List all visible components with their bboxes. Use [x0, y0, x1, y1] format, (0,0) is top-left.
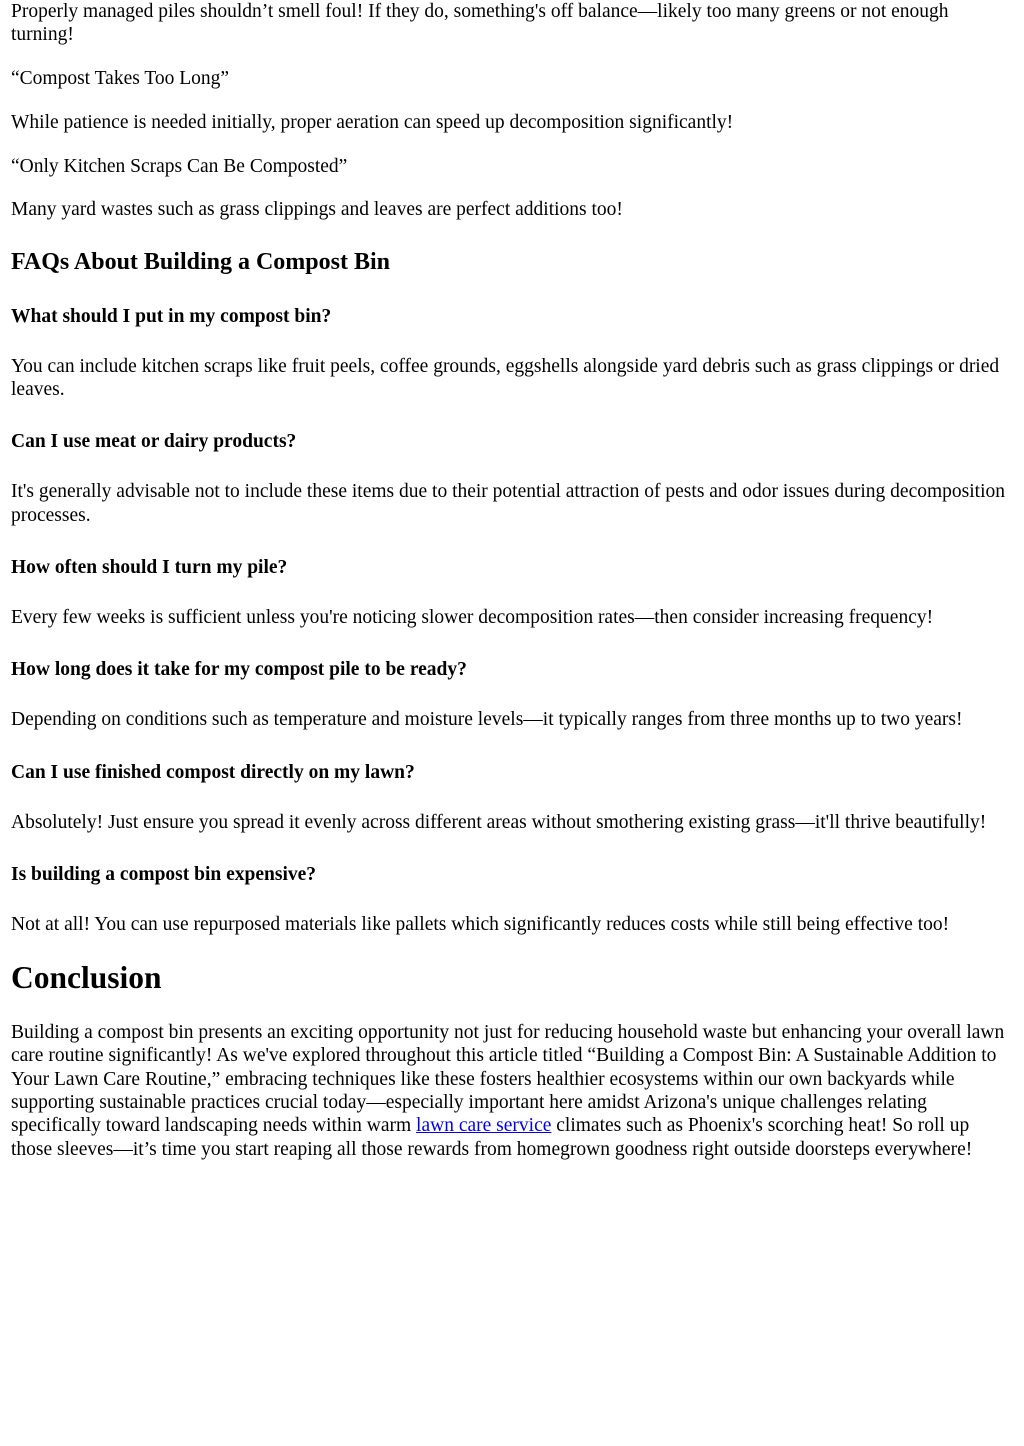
faq-answer-3: Every few weeks is sufficient unless you're noticing slower decomposition rates—then consider increasing frequency!: [11, 606, 934, 628]
faq-question-3: How often should I turn my pile?: [11, 556, 288, 578]
conclusion-heading: Conclusion: [11, 960, 162, 996]
lawn-care-service-link[interactable]: lawn care service: [416, 1115, 552, 1137]
faq-answer-6: Not at all! You can use repurposed materials like pallets which significantly reduces costs while still being effective too!: [11, 913, 950, 935]
faq-answer-2: It's generally advisable not to include these items due to their potential attraction of pests and odor issues during decomposition processes.: [11, 481, 1005, 526]
myth-answer-yard-wastes: Many yard wastes such as grass clippings and leaves are perfect additions too!: [11, 199, 623, 221]
conclusion-paragraph: [11, 1021, 1014, 1161]
myth-heading-kitchen-scraps: “Only Kitchen Scraps Can Be Composted”: [11, 155, 348, 177]
intro-paragraph-1: Properly managed piles shouldn’t smell foul! If they do, something's off balance—likely too many greens or not enough turning!: [11, 1, 949, 46]
conclusion-text-after-link: climates such as Phoenix's scorching heat! So roll up those sleeves—it’s time you start reaping all those rewards from homegrown goodness right outside doorsteps everywhere!: [11, 1115, 973, 1160]
faq-question-2: Can I use meat or dairy products?: [11, 431, 297, 453]
myth-heading-compost-takes-long: “Compost Takes Too Long”: [11, 68, 230, 90]
faq-heading: FAQs About Building a Compost Bin: [11, 248, 390, 275]
faq-answer-5: Absolutely! Just ensure you spread it evenly across different areas without smothering existing grass—it'll thrive beautifully!: [11, 811, 987, 833]
faq-answer-4: Depending on conditions such as temperature and moisture levels—it typically ranges from three months up to two years!: [11, 709, 963, 731]
myth-answer-aeration: While patience is needed initially, proper aeration can speed up decomposition significantly!: [11, 111, 734, 133]
faq-question-5: Can I use finished compost directly on my lawn?: [11, 761, 415, 783]
conclusion-text-before-link: Building a compost bin presents an exciting opportunity not just for reducing household waste but enhancing your overall lawn care routine significantly! As we've explored throughout this article titled “Building a Compost Bin: A Sustainable Addition to Your Lawn Care Routine,” embracing techniques like these fosters healthier ecosystems within our own backyards while supporting sustainable practices crucial today—especially important here amidst Arizona's unique challenges relating specifically toward landscaping needs within warm: [11, 1022, 1005, 1137]
faq-question-6: Is building a compost bin expensive?: [11, 863, 317, 885]
faq-answer-1: You can include kitchen scraps like fruit peels, coffee grounds, eggshells alongside yard debris such as grass clippings or dried leaves.: [11, 355, 1000, 401]
faq-question-1: What should I put in my compost bin?: [11, 305, 332, 327]
faq-question-4: How long does it take for my compost pile to be ready?: [11, 659, 467, 681]
